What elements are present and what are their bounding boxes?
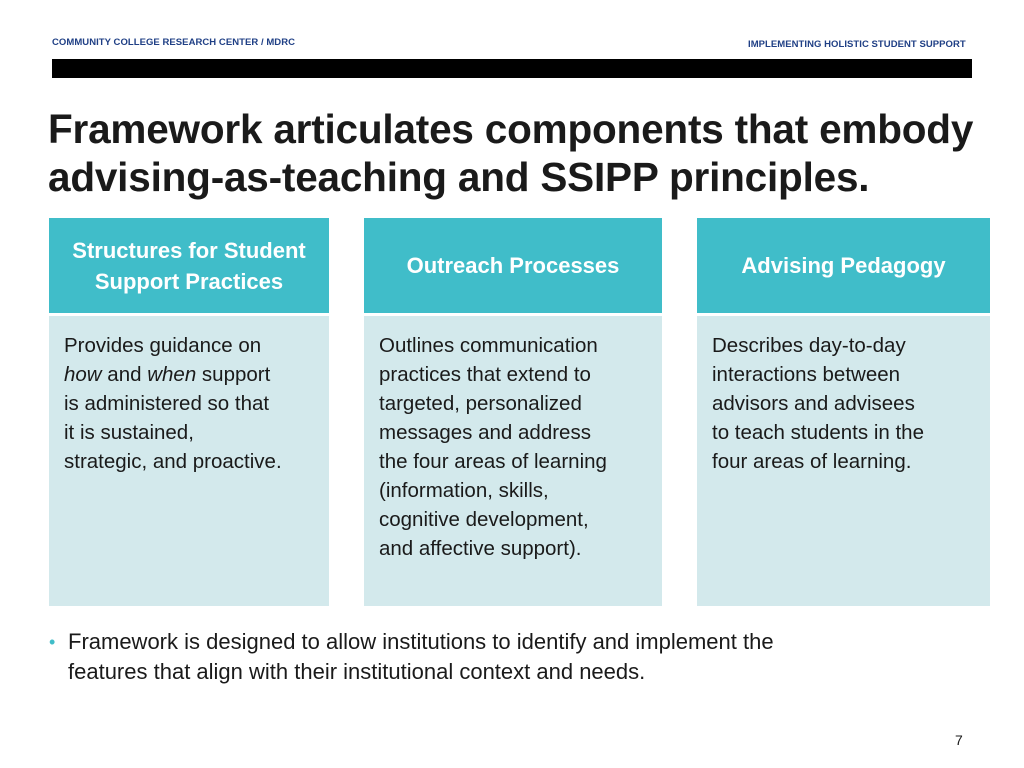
card-body-line xyxy=(379,505,662,534)
card-body-line xyxy=(64,447,329,476)
header-topic: IMPLEMENTING HOLISTIC STUDENT SUPPORT xyxy=(748,39,966,50)
card-body-text: how xyxy=(64,363,102,386)
page-number: 7 xyxy=(955,732,963,748)
card-body-line xyxy=(712,447,990,476)
bullet-point xyxy=(49,627,969,687)
card-body-text: to teach students in the xyxy=(712,421,924,444)
card-body-line xyxy=(64,331,329,360)
card-body-line xyxy=(64,418,329,447)
card-body-line xyxy=(712,360,990,389)
card-body-line xyxy=(379,389,662,418)
header-organization: COMMUNITY COLLEGE RESEARCH CENTER / MDRC xyxy=(52,37,296,48)
bullet-line: Framework is designed to allow institutions to identify and implement the xyxy=(68,629,774,654)
card-body-text: strategic, and proactive. xyxy=(64,450,282,473)
slide-title xyxy=(48,105,988,201)
card-body-text: Describes day-to-day xyxy=(712,334,906,357)
card-structures xyxy=(49,218,329,606)
card-body-text: Provides guidance on xyxy=(64,334,262,357)
card-body-text: and affective support). xyxy=(379,537,582,560)
card-body-line xyxy=(712,418,990,447)
card-heading-line: Structures for Student xyxy=(72,237,306,263)
card-body-text: advisors and advisees xyxy=(712,392,915,415)
card-body xyxy=(364,316,662,606)
card-body-line xyxy=(64,389,329,418)
card-body-line xyxy=(379,476,662,505)
card-body-line xyxy=(379,418,662,447)
card-body-text: messages and address xyxy=(379,421,591,444)
card-body-text: interactions between xyxy=(712,363,901,386)
card-body-line xyxy=(379,534,662,563)
card-body xyxy=(697,316,990,606)
card-body-text: (information, skills, xyxy=(379,479,549,502)
card-body-text: support xyxy=(196,363,271,386)
bullet-line: features that align with their institutional context and needs. xyxy=(68,659,646,684)
bullet-text xyxy=(68,627,774,687)
card-body-line xyxy=(379,360,662,389)
card-heading-line: Outreach Processes xyxy=(406,253,620,278)
card-body-text: and xyxy=(101,363,148,386)
card-body-line xyxy=(712,331,990,360)
header-divider-bar xyxy=(52,59,972,78)
card-outreach xyxy=(364,218,662,606)
card-body-text: cognitive development, xyxy=(379,508,589,531)
card-body xyxy=(49,316,329,606)
card-pedagogy xyxy=(697,218,990,606)
card-body-line xyxy=(379,447,662,476)
slide-title-line: Framework articulates components that embody xyxy=(48,106,974,152)
card-heading-line: Support Practices xyxy=(94,268,284,294)
card-body-text: it is sustained, xyxy=(64,421,194,444)
card-body-text: four areas of learning. xyxy=(712,450,912,473)
card-body-line xyxy=(379,331,662,360)
card-body-text: Outlines communication xyxy=(379,334,598,357)
slide-title-line: advising-as-teaching and SSIPP principles. xyxy=(48,154,870,200)
card-body-line xyxy=(64,360,329,389)
bullet-marker: • xyxy=(49,632,56,652)
card-body-text: practices that extend to xyxy=(379,363,591,386)
card-heading-line: Advising Pedagogy xyxy=(741,253,946,278)
card-body-text: the four areas of learning xyxy=(379,450,607,473)
card-body-text: when xyxy=(147,363,197,386)
card-heading xyxy=(697,218,990,313)
card-heading xyxy=(49,218,329,313)
card-body-text: is administered so that xyxy=(64,392,270,415)
card-body-text: targeted, personalized xyxy=(379,392,582,415)
card-heading xyxy=(364,218,662,313)
card-body-line xyxy=(712,389,990,418)
